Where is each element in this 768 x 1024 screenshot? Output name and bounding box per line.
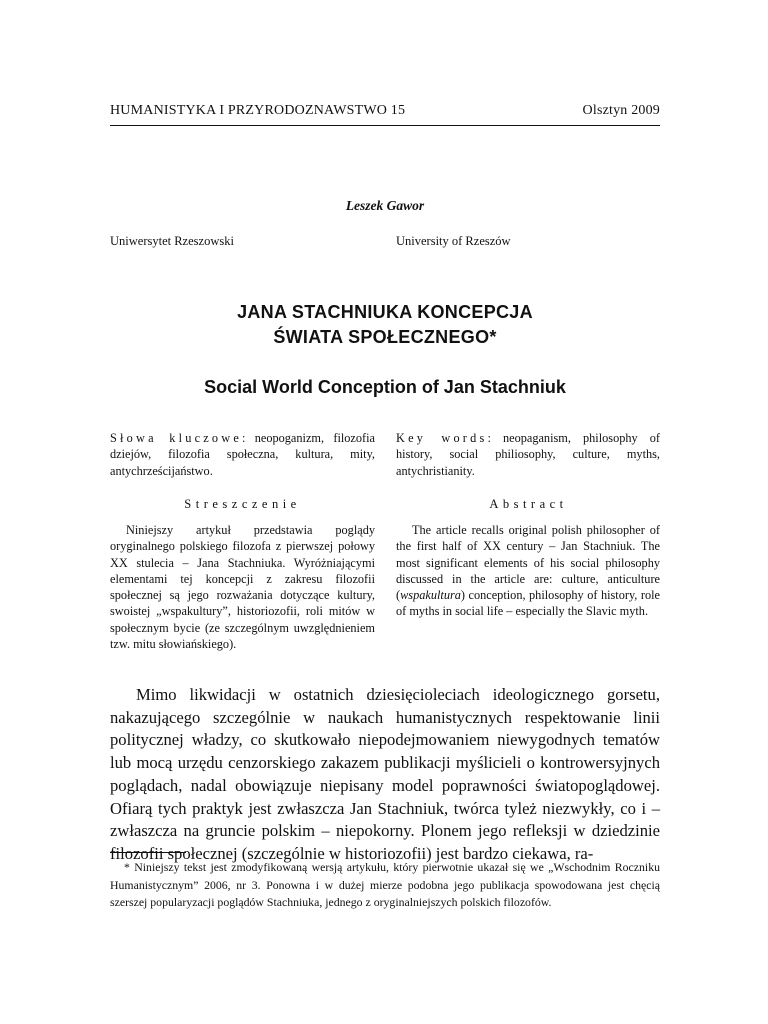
place-year: Olsztyn 2009 xyxy=(582,103,660,118)
footnote-rule xyxy=(110,852,186,853)
title-pl-line1: JANA STACHNIUKA KONCEPCJA xyxy=(237,302,533,322)
title-en: Social World Conception of Jan Stachniuk xyxy=(204,377,566,397)
abstract-pl-heading: Streszczenie xyxy=(184,497,301,511)
journal-page xyxy=(110,0,660,1024)
running-header xyxy=(110,103,660,119)
keywords-pl-text: : neopoganizm, filozofia dziejów, filozofia społeczna, kultura, mity, antychrześcijaństwo. xyxy=(110,431,376,478)
footnote: * Niniejszy tekst jest zmodyfikowaną wersją artykułu, który pierwotnie ukazał się we „Wschodnim Roczniku Humanistycznym” 2006, nr 3. Ponowna i w dużej mierze podobna jego publikacja spowodowana jest chęcią szerszej popularyzacji poglądów Stachniuka, jednego z oryginalniejszych polskich filozofów. xyxy=(110,860,660,909)
affiliation-en: University of Rzeszów xyxy=(396,234,511,248)
abstract-en-text-after: ) conception, philosophy of history, role of myths in social life – especially the Slavic myth. xyxy=(396,588,660,619)
author-name: Leszek Gawor xyxy=(345,198,425,213)
body-paragraph: Mimo likwidacji w ostatnich dziesięcioleciach ideologicznego gorsetu, nakazującego szczególnie w naukach humanistycznych respektowanie linii politycznej władzy, co skutkowało niepodejmowaniem niewygodnych tematów lub mocą urzędu cenzorskiego zakazem publikacji myślicieli o kontrowersyjnych poglądach, nadal obowiązuje niepisany model poprawności światopoglądowej. Ofiarą tych praktyk jest zwłaszcza Jan Stachniuk, twórca tyleż niezwykły, co i – zwłaszcza na gruncie polskim – niepokorny. Plonem jego refleksji w dziedzinie filozofii społecznej (szczególnie w historiozofii) jest bardzo ciekawa, ra- xyxy=(110,685,660,863)
affiliation-pl: Uniwersytet Rzeszowski xyxy=(110,234,234,248)
abstract-pl-text: Niniejszy artykuł przedstawia poglądy oryginalnego polskiego filozofa z pierwszej połowy XX stulecia – Jana Stachniuka. Wyróżniającymi elementami tej koncepcji z zakresu filozofii społecznej są jego rozważania dotyczące kultury, swoistej „wspakultury”, historiozofii, roli mitów w społecznym bycie (ze szczególnym uwzględnieniem tzw. mitu słowiańskiego). xyxy=(110,523,375,652)
abstract-en-heading: Abstract xyxy=(489,497,568,511)
abstract-en-term: wspakultura xyxy=(400,588,461,603)
header-rule xyxy=(110,125,660,126)
keywords-en-label: Key words xyxy=(396,431,488,445)
title-pl-line2: ŚWIATA SPOŁECZNEGO* xyxy=(273,327,497,347)
abstract-en-text xyxy=(396,522,660,620)
keywords-pl-label: Słowa kluczowe xyxy=(110,431,242,445)
keywords-en-text: : neopaganism, philosophy of history, social philiosophy, culture, myths, antychristianity. xyxy=(396,431,661,478)
journal-name: HUMANISTYKA I PRZYRODOZNAWSTWO 15 xyxy=(110,103,406,118)
keywords-en xyxy=(396,430,660,479)
abstract-en-text-before: The article recalls original polish philosopher of the first half of XX century – Jan Stachniuk. The most significant elements of his social philosophy discussed in the article are: culture, anticulture ( xyxy=(396,523,660,603)
keywords-pl xyxy=(110,430,375,479)
